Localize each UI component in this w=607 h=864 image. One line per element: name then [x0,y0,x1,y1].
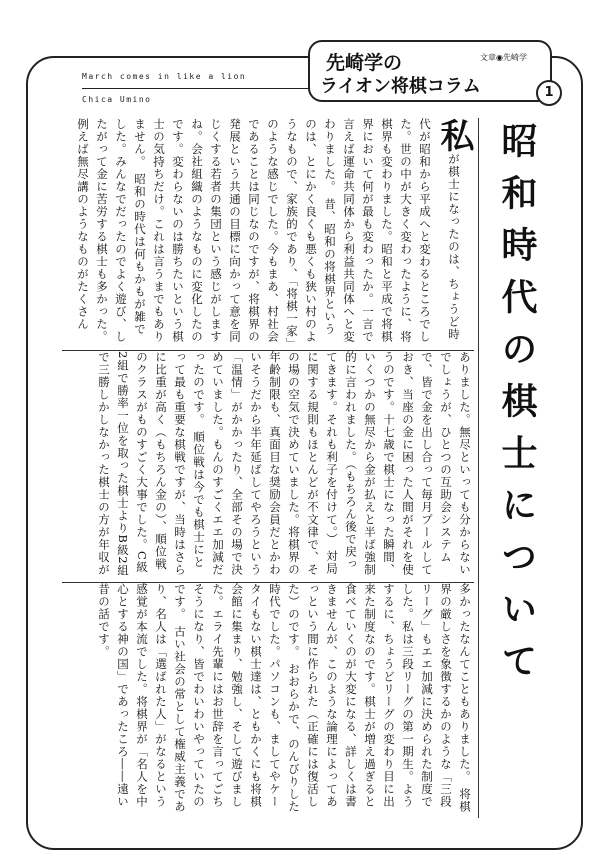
text-tier-1 [62,118,474,346]
credit-divider [82,88,312,89]
credit-work: March comes in like a lion [82,72,247,81]
series-title-line2: ライオン将棋コラム [320,76,481,97]
text-tier-3 [62,582,474,819]
issue-number-badge: 1 [536,80,562,106]
title-column [478,118,547,818]
series-title-line1: 先崎学の [326,52,403,74]
drop-cap: 私 [434,118,474,153]
tier3-text: 多かったなんてこともありました。 将棋界の厳しさを象徴するかのような「三段リーグ」もエエ加減に決められた制度でした。私は三段リーグの第一期生。ようするに、ちょうどリーグの変わり目に出来た制度なのです。棋士が増え過ぎると食べていくのが大変になる、詳しくは書きませんが、このような論理によってあっという間に作られた（正確には復活した）のです。 おおらかで、のんびりした時代でした。パソコンも、ましてやケータイもない棋士達は、ともかくにも将棋会館に集まり、勉強し、そして遊びました。エライ先輩にはお世辞を言ってごちそうになり、皆でわいわいやっていたのです。 古い社会の常として権威主義であり、名人は「選ばれた人」がなるという感覚が本流でした。将棋界が「名人を中心とする神の国」であったころ――遠い昔の話です。 [97,583,472,813]
text-tier-2 [62,350,474,579]
tier1-text: が棋士になったのは、ちょうど時代が昭和から平成へと変わるところでした。世の中が大きく変わったように、将棋界も変わりました。昭和と平成で将棋界において何が最も変わったか。一言で言えば運命共同体から利益共同体へと変わりました。 昔、昭和の将棋界というのは、とにかく良くも悪くも狭い村のようなもので、家族的であり、「将棋一家」のような感じでした。今もまあ、村社会であることは同じなのですが、将棋界の発展という共通の目標に向かって意を同じくする若者の集団という感じがしますね。会社組織のようなものに変化したのです。変わらないのは勝ちたいという棋士の気持ちだけ。これは言うまでもありません。 昭和の時代は何もかもが雑でした。みんなでだったのでよく遊び、したがって金に苦労する棋士も多かった。例えば無尽講のようなものがたくさん [76,118,461,344]
credit-artist: Chica Umino [82,95,152,104]
column-title: 昭和時代の棋士について [496,122,538,694]
article-body [62,118,474,818]
series-author: 文章◉先崎学 [480,53,527,62]
tier2-text: ありました。無尽といっても分からないでしょうが、ひとつの互助会システムで、皆で金を出し合って毎月プールしておき、当座の金に困った人間がそれを使うのです。十七歳で棋士になった瞬間、いくつかの無尽から金が払えと半ば強制的に言われました。（もちろん後で戻ってきます。それも利子を付けて。） 対局に関する規則もほとんどが不文律で、その場の空気で決めていました。将棋界の年齢制限も、真面目な奨励会員だとかわいそうだから半年延ばしてやろうという「温情」がかかったり、全部その場で決めていました。もんのすごくエエ加減だったのです。 順位戦は今でも棋士にとって最も重要な棋戦ですが、当時はさらに比重が高く（もちろん金の）、順位戦のクラスがものすごく大事でした。C級2組で勝率一位を取った棋士よりB級2組で三勝しかしなかった棋士の方が年収が [97,351,472,578]
series-tag [308,40,552,102]
credits [82,70,312,107]
